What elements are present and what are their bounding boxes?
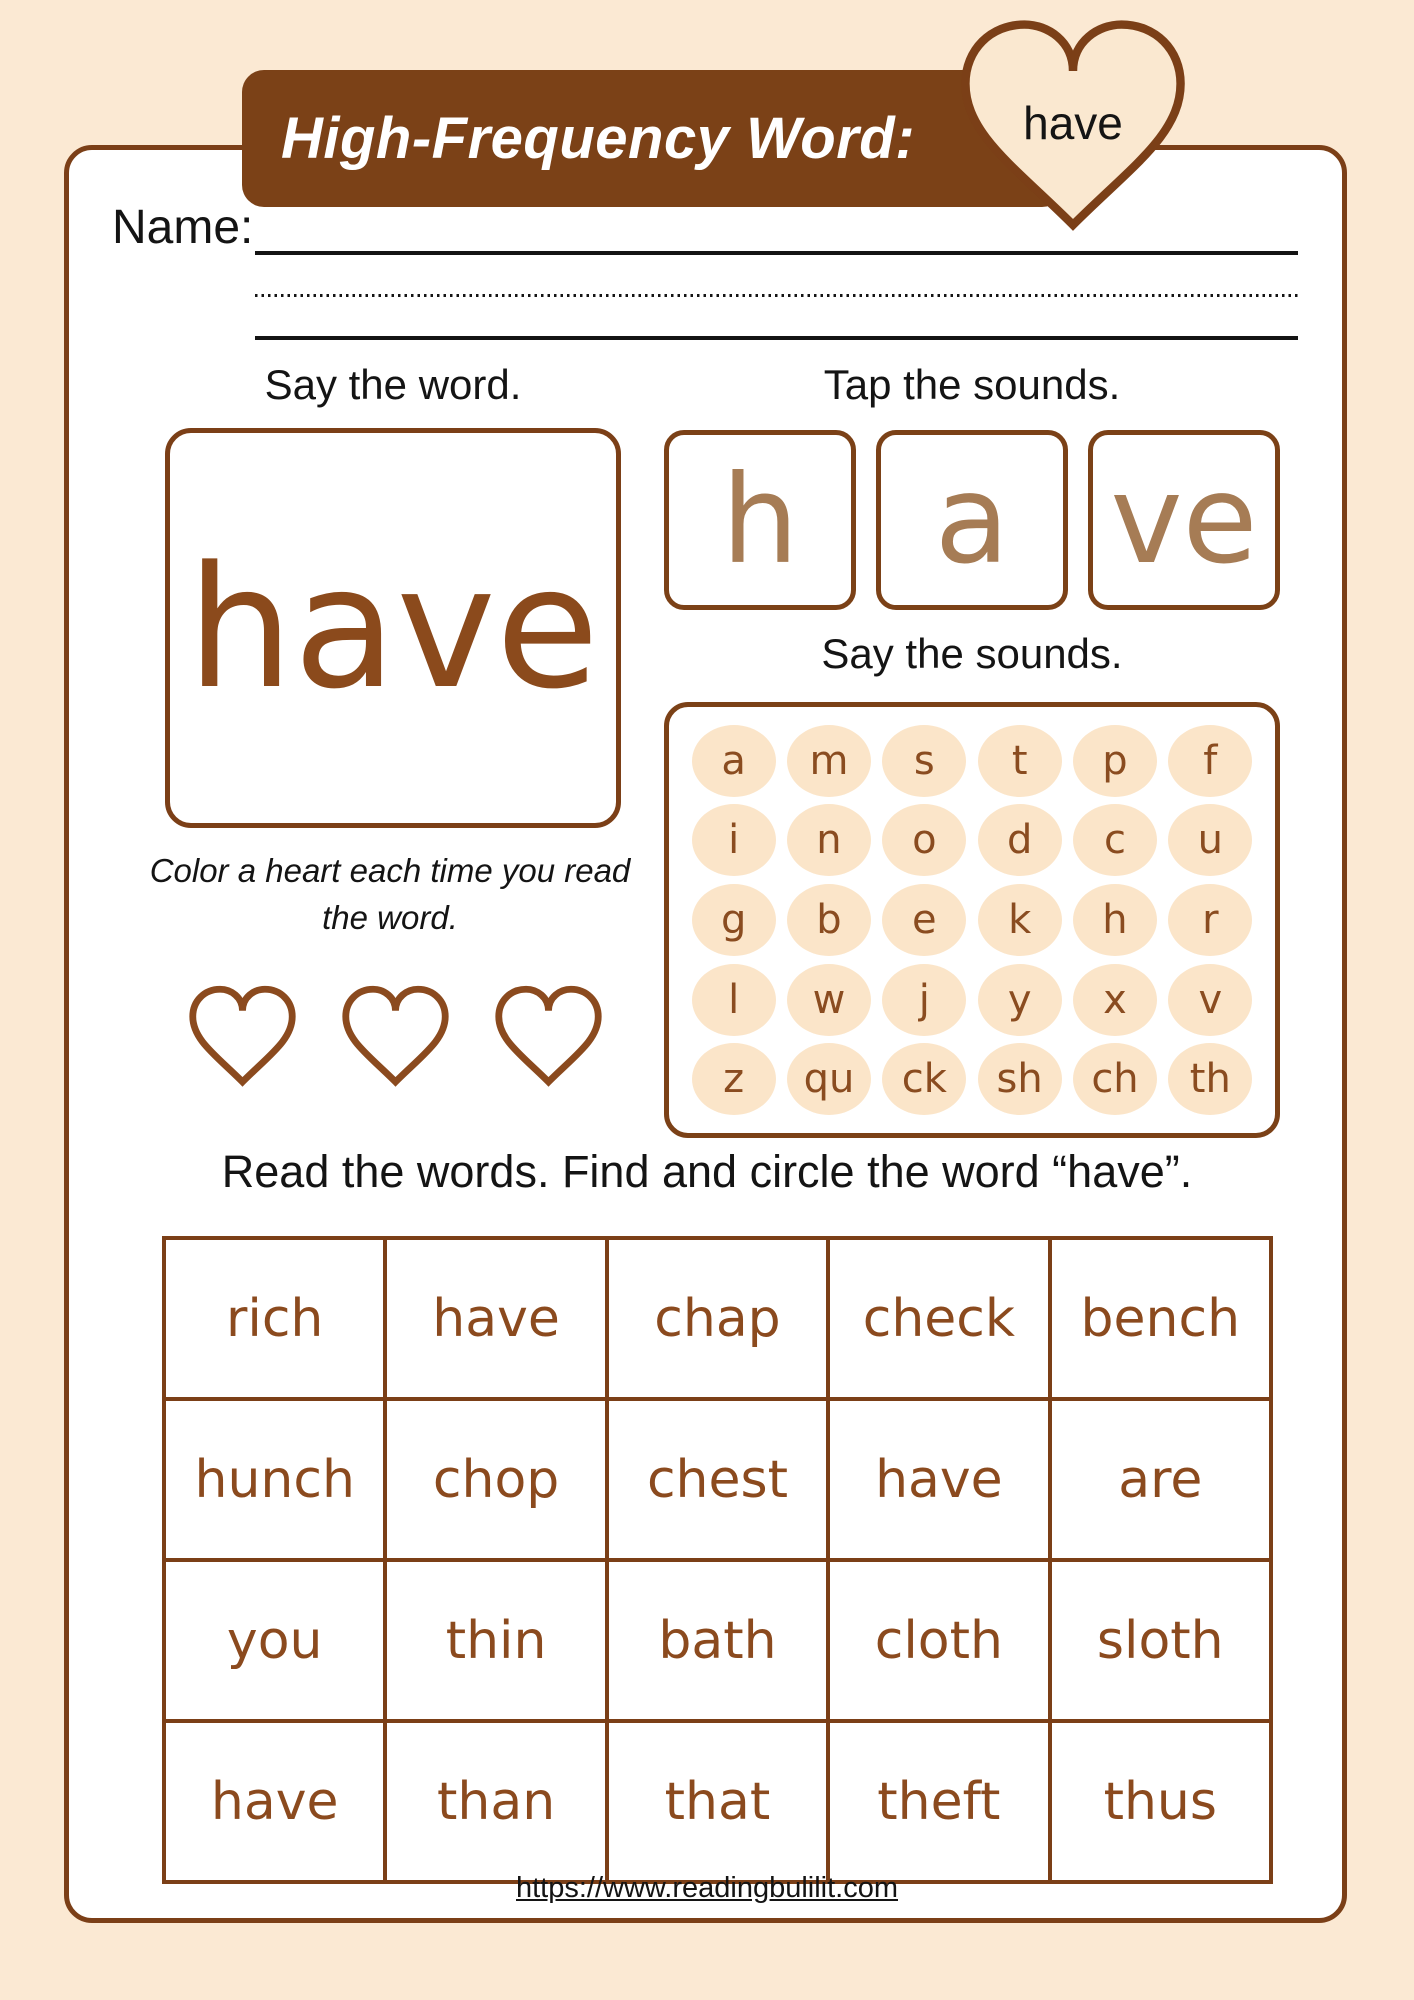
sound-1: h — [721, 449, 799, 591]
title-banner — [242, 70, 1064, 207]
hearts-row — [184, 980, 608, 1095]
word-table — [162, 1236, 1273, 1884]
letter-circle-ck[interactable]: ck — [882, 1043, 966, 1115]
word-cell-thus[interactable]: thus — [1050, 1721, 1271, 1882]
sound-boxes — [664, 430, 1280, 610]
tap-sounds-title: Tap the sounds. — [823, 361, 1121, 408]
letter-circle-t[interactable]: t — [978, 725, 1062, 797]
sound-2: a — [934, 449, 1010, 591]
table-row — [164, 1399, 1271, 1560]
letter-circle-w[interactable]: w — [787, 964, 871, 1036]
target-word: have — [186, 530, 600, 726]
heart-outline-icon[interactable] — [490, 983, 607, 1093]
say-word-title: Say the word. — [264, 361, 522, 408]
say-word-box — [165, 428, 621, 828]
letter-circle-qu[interactable]: qu — [787, 1043, 871, 1115]
writing-line-top — [255, 251, 1298, 255]
color-heart-instruction: Color a heart each time you read the word. — [149, 852, 631, 936]
letter-circle-x[interactable]: x — [1073, 964, 1157, 1036]
letter-circle-p[interactable]: p — [1073, 725, 1157, 797]
name-label: Name: — [112, 201, 254, 254]
word-cell-have[interactable]: have — [385, 1238, 606, 1399]
word-cell-sloth[interactable]: sloth — [1050, 1560, 1271, 1721]
letter-circle-i[interactable]: i — [692, 804, 776, 876]
word-cell-have[interactable]: have — [828, 1399, 1049, 1560]
word-cell-theft[interactable]: theft — [828, 1721, 1049, 1882]
letter-circle-v[interactable]: v — [1168, 964, 1252, 1036]
word-cell-rich[interactable]: rich — [164, 1238, 385, 1399]
word-cell-hunch[interactable]: hunch — [164, 1399, 385, 1560]
letter-circle-r[interactable]: r — [1168, 884, 1252, 956]
table-row — [164, 1560, 1271, 1721]
letter-circle-j[interactable]: j — [882, 964, 966, 1036]
table-row — [164, 1721, 1271, 1882]
table-row — [164, 1238, 1271, 1399]
letter-circle-u[interactable]: u — [1168, 804, 1252, 876]
letter-circle-th[interactable]: th — [1168, 1043, 1252, 1115]
writing-line-bottom — [255, 336, 1298, 340]
word-cell-bench[interactable]: bench — [1050, 1238, 1271, 1399]
word-cell-you[interactable]: you — [164, 1560, 385, 1721]
find-word-instruction: Read the words. Find and circle the word “have”. — [221, 1146, 1193, 1197]
say-sounds-title: Say the sounds. — [821, 630, 1123, 677]
letter-circle-b[interactable]: b — [787, 884, 871, 956]
letter-circle-d[interactable]: d — [978, 804, 1062, 876]
letter-circle-y[interactable]: y — [978, 964, 1062, 1036]
letter-circle-k[interactable]: k — [978, 884, 1062, 956]
word-cell-chop[interactable]: chop — [385, 1399, 606, 1560]
word-cell-that[interactable]: that — [607, 1721, 828, 1882]
letter-circle-f[interactable]: f — [1168, 725, 1252, 797]
page-title: High-Frequency Word: — [280, 106, 916, 171]
letter-circle-c[interactable]: c — [1073, 804, 1157, 876]
letter-circle-a[interactable]: a — [692, 725, 776, 797]
word-cell-bath[interactable]: bath — [607, 1560, 828, 1721]
heart-outline-icon[interactable] — [184, 983, 301, 1093]
letter-circle-o[interactable]: o — [882, 804, 966, 876]
badge-word: have — [1023, 97, 1123, 149]
sound-3: ve — [1110, 449, 1258, 591]
letter-circle-sh[interactable]: sh — [978, 1043, 1062, 1115]
sound-box-3[interactable] — [1088, 430, 1280, 610]
writing-line-middle — [255, 294, 1298, 297]
letter-circle-ch[interactable]: ch — [1073, 1043, 1157, 1115]
sound-box-2[interactable] — [876, 430, 1068, 610]
word-cell-chest[interactable]: chest — [607, 1399, 828, 1560]
letter-circle-l[interactable]: l — [692, 964, 776, 1036]
word-cell-cloth[interactable]: cloth — [828, 1560, 1049, 1721]
word-cell-have[interactable]: have — [164, 1721, 385, 1882]
letter-circle-n[interactable]: n — [787, 804, 871, 876]
letter-circle-e[interactable]: e — [882, 884, 966, 956]
word-cell-thin[interactable]: thin — [385, 1560, 606, 1721]
word-cell-are[interactable]: are — [1050, 1399, 1271, 1560]
word-heart-badge — [946, 14, 1200, 246]
footer-link[interactable]: https://www.readingbulilit.com — [516, 1872, 898, 1904]
sound-box-1[interactable] — [664, 430, 856, 610]
letter-grid — [664, 702, 1280, 1138]
word-cell-chap[interactable]: chap — [607, 1238, 828, 1399]
letter-circle-h[interactable]: h — [1073, 884, 1157, 956]
letter-circle-g[interactable]: g — [692, 884, 776, 956]
letter-circle-z[interactable]: z — [692, 1043, 776, 1115]
heart-outline-icon[interactable] — [337, 983, 454, 1093]
letter-circle-m[interactable]: m — [787, 725, 871, 797]
letter-circle-s[interactable]: s — [882, 725, 966, 797]
footer — [0, 1872, 1414, 1905]
word-cell-than[interactable]: than — [385, 1721, 606, 1882]
word-cell-check[interactable]: check — [828, 1238, 1049, 1399]
